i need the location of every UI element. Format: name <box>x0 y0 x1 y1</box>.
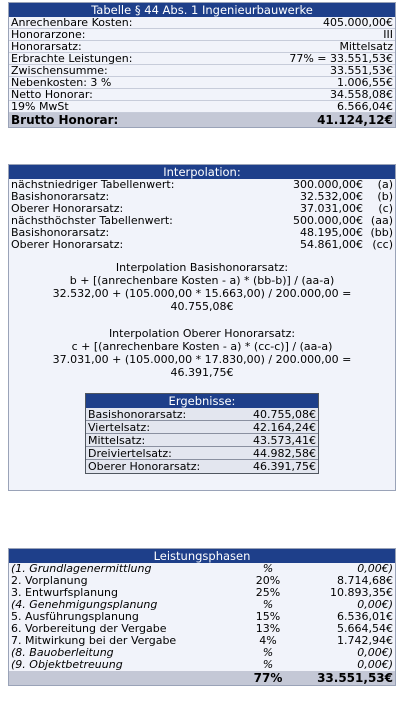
leistungsphasen-title: Leistungsphasen <box>9 549 395 563</box>
phase-total-row <box>9 671 395 685</box>
row-honorarzone <box>9 29 395 41</box>
oberer-formula: c + [(anrechenbare Kosten - a) * (cc-c)] / (aa-a) <box>71 340 333 353</box>
phase-value: 6.536,01€ <box>337 610 393 623</box>
leistungsphasen-box <box>8 548 396 686</box>
interp-label: nächsthöchster Tabellenwert: <box>11 215 173 227</box>
oberer-line: 37.031,00 + (105.000,00 * 17.830,00) / 200.000,00 = <box>52 353 352 366</box>
interp-label: Basishonorarsatz: <box>11 227 110 239</box>
ergebnis-label: Basishonorarsatz: <box>88 408 187 420</box>
interp-tag: (b) <box>377 190 393 203</box>
interp-value: 37.031,00€ <box>300 202 363 215</box>
phase-label: 3. Entwurfsplanung <box>11 587 118 599</box>
basis-formula: b + [(anrechenbare Kosten - a) * (bb-b)] / (aa-a) <box>69 274 335 287</box>
row-value: Mittelsatz <box>339 40 393 53</box>
row-value: 6.566,04€ <box>337 100 393 113</box>
ergebnis-value: 46.391,75€ <box>253 460 316 473</box>
row-brutto-honorar <box>9 113 395 127</box>
interp-tag: (cc) <box>372 238 393 251</box>
interp-row <box>9 239 395 251</box>
ergebnis-value: 44.982,58€ <box>253 447 316 460</box>
phase-total-value: 33.551,53€ <box>317 671 393 685</box>
tabelle-box <box>8 2 396 128</box>
phase-label: 6. Vorbereitung der Vergabe <box>11 623 167 635</box>
phase-pct: 20% <box>255 574 281 587</box>
interpolation-title: Interpolation: <box>9 165 395 179</box>
ergebnis-row <box>86 408 318 421</box>
interp-tag: (c) <box>378 202 393 215</box>
phase-label: (8. Bauoberleitung <box>11 647 114 659</box>
phase-label: (4. Genehmigungsplanung <box>11 599 158 611</box>
phase-row <box>9 659 395 671</box>
phase-value: 0,00€) <box>357 658 393 671</box>
phase-pct: % <box>262 598 274 611</box>
phase-pct: 25% <box>255 586 281 599</box>
row-label: Honorarzone: <box>11 29 86 40</box>
ergebnis-label: Viertelsatz: <box>88 421 151 433</box>
interp-value: 300.000,00€ <box>293 178 363 191</box>
ergebnis-label: Dreiviertelsatz: <box>88 447 172 459</box>
ergebnis-row <box>86 447 318 460</box>
row-anrechenbare-kosten <box>9 17 395 29</box>
row-value: 77% = 33.551,53€ <box>289 52 393 65</box>
ergebnis-value: 40.755,08€ <box>253 408 316 421</box>
phase-pct: % <box>262 562 274 575</box>
basis-result: 40.755,08€ <box>170 300 234 313</box>
phase-value: 0,00€) <box>357 598 393 611</box>
row-label: 19% MwSt <box>11 101 69 112</box>
row-label: Honorarsatz: <box>11 41 82 52</box>
interp-value: 48.195,00€ <box>300 226 363 239</box>
phase-value: 0,00€) <box>357 562 393 575</box>
row-label: Netto Honorar: <box>11 89 93 100</box>
phase-pct: % <box>262 646 274 659</box>
phase-label: (9. Objektbetreuung <box>11 659 123 671</box>
phase-label: 5. Ausführungsplanung <box>11 611 139 623</box>
row-value: 34.558,08€ <box>330 88 393 101</box>
ergebnis-row <box>86 434 318 447</box>
phase-label: (1. Grundlagenermittlung <box>11 563 152 575</box>
ergebnis-value: 43.573,41€ <box>253 434 316 447</box>
brutto-label: Brutto Honorar: <box>11 113 119 127</box>
basis-heading: Interpolation Basishonorarsatz: <box>115 261 289 274</box>
phase-row <box>9 587 395 599</box>
ergebnis-label: Mittelsatz: <box>88 434 146 446</box>
phase-total-pct: 77% <box>253 671 283 685</box>
ergebnis-label: Oberer Honorarsatz: <box>88 460 201 473</box>
ergebnisse-title: Ergebnisse: <box>86 394 318 408</box>
interp-label: Basishonorarsatz: <box>11 191 110 203</box>
phase-pct: 4% <box>259 634 277 647</box>
phase-value: 1.742,94€ <box>337 634 393 647</box>
phase-row <box>9 647 395 659</box>
interp-value: 54.861,00€ <box>300 238 363 251</box>
row-mwst <box>9 101 395 113</box>
interp-label: Oberer Honorarsatz: <box>11 239 124 251</box>
phase-label: 7. Mitwirkung bei der Vergabe <box>11 635 177 647</box>
phase-value: 8.714,68€ <box>337 574 393 587</box>
row-label: Zwischensumme: <box>11 65 108 76</box>
phase-value: 10.893,35€ <box>330 586 393 599</box>
interp-tag: (aa) <box>370 214 393 227</box>
row-label: Erbrachte Leistungen: <box>11 53 133 64</box>
row-label: Nebenkosten: 3 % <box>11 77 112 88</box>
phase-label: 2. Vorplanung <box>11 575 88 587</box>
ergebnis-row <box>86 460 318 473</box>
phase-pct: % <box>262 658 274 671</box>
row-value: 33.551,53€ <box>330 64 393 77</box>
interp-value: 32.532,00€ <box>300 190 363 203</box>
oberer-calculation <box>9 327 395 379</box>
interp-tag: (a) <box>377 178 393 191</box>
row-value: 405.000,00€ <box>323 16 393 29</box>
oberer-result: 46.391,75€ <box>170 366 234 379</box>
phase-value: 0,00€) <box>357 646 393 659</box>
interp-tag: (bb) <box>370 226 393 239</box>
ergebnis-value: 42.164,24€ <box>253 421 316 434</box>
row-value: III <box>383 28 393 41</box>
row-value: 1.006,55€ <box>337 76 393 89</box>
ergebnisse-box <box>85 393 319 474</box>
row-label: Anrechenbare Kosten: <box>11 17 133 28</box>
interpolation-box <box>8 164 396 491</box>
phase-total-spacer <box>11 671 233 685</box>
phase-pct: 13% <box>255 622 281 635</box>
interp-value: 500.000,00€ <box>293 214 363 227</box>
brutto-value: 41.124,12€ <box>317 113 393 127</box>
interpolation-calculation <box>9 251 395 379</box>
ergebnis-row <box>86 421 318 434</box>
interp-label: Oberer Honorarsatz: <box>11 203 124 215</box>
phase-row <box>9 635 395 647</box>
oberer-heading: Interpolation Oberer Honorarsatz: <box>108 327 296 340</box>
tabelle-title: Tabelle § 44 Abs. 1 Ingenieurbauwerke <box>9 3 395 17</box>
basis-line: 32.532,00 + (105.000,00 * 15.663,00) / 200.000,00 = <box>52 287 352 300</box>
phase-value: 5.664,54€ <box>337 622 393 635</box>
phase-pct: 15% <box>255 610 281 623</box>
interp-label: nächstniedriger Tabellenwert: <box>11 179 175 191</box>
basis-calculation <box>9 261 395 313</box>
